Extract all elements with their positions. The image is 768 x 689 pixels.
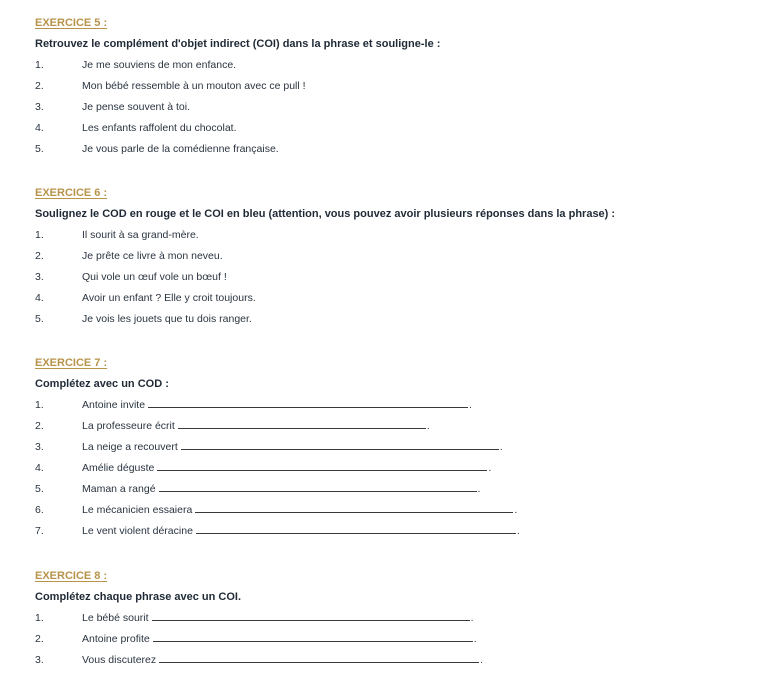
item-text: Le bébé sourit — [82, 612, 149, 624]
item-text: Je prête ce livre à mon neveu. — [82, 250, 223, 262]
exercise-8-list — [35, 608, 755, 671]
item-text: Je pense souvent à toi. — [82, 101, 190, 113]
item-number: 1. — [35, 399, 44, 411]
exercise-6-title: EXERCICE 6 : — [35, 187, 108, 199]
answer-blank[interactable] — [181, 438, 499, 450]
list-item — [35, 76, 755, 97]
item-number: 5. — [35, 483, 44, 495]
answer-blank[interactable] — [148, 396, 468, 408]
list-item — [35, 479, 755, 500]
item-end: . — [426, 420, 430, 432]
item-number: 3. — [35, 441, 44, 453]
item-text: Antoine profite — [82, 633, 150, 645]
item-number: 2. — [35, 250, 44, 262]
item-number: 1. — [35, 612, 44, 624]
exercise-5-instruction: Retrouvez le complément d'objet indirect (COI) dans la phrase et souligne-le : — [35, 38, 441, 50]
list-item — [35, 437, 755, 458]
answer-blank[interactable] — [159, 480, 477, 492]
item-end: . — [477, 483, 481, 495]
exercise-7 — [35, 356, 755, 542]
exercise-8-instruction: Complétez chaque phrase avec un COI. — [35, 591, 242, 603]
list-item — [35, 97, 755, 118]
list-item — [35, 458, 755, 479]
list-item — [35, 246, 755, 267]
item-text: La professeure écrit — [82, 420, 175, 432]
exercise-6-instruction: Soulignez le COD en rouge et le COI en bleu (attention, vous pouvez avoir plusieurs réponses dans la phrase) : — [35, 208, 616, 220]
list-item — [35, 309, 755, 330]
answer-blank[interactable] — [153, 630, 473, 642]
item-text: Mon bébé ressemble à un mouton avec ce pull ! — [82, 80, 306, 92]
answer-blank[interactable] — [178, 417, 426, 429]
item-number: 2. — [35, 633, 44, 645]
list-item — [35, 139, 755, 160]
list-item — [35, 650, 755, 671]
exercise-6-list — [35, 225, 755, 330]
list-item — [35, 225, 755, 246]
item-number: 5. — [35, 143, 44, 155]
item-number: 1. — [35, 59, 44, 71]
exercise-6 — [35, 186, 755, 330]
list-item — [35, 608, 755, 629]
answer-blank[interactable] — [195, 501, 513, 513]
exercise-7-list — [35, 395, 755, 542]
exercise-7-title: EXERCICE 7 : — [35, 357, 108, 369]
list-item — [35, 629, 755, 650]
item-end: . — [488, 462, 492, 474]
item-text: Vous discuterez — [82, 654, 157, 666]
item-number: 3. — [35, 654, 44, 666]
item-number: 4. — [35, 122, 44, 134]
item-number: 4. — [35, 292, 44, 304]
item-text: Le vent violent déracine — [82, 525, 193, 537]
item-text: Je vois les jouets que tu dois ranger. — [82, 313, 252, 325]
item-end: . — [470, 612, 474, 624]
item-end: . — [480, 654, 484, 666]
item-text: Le mécanicien essaiera — [82, 504, 193, 516]
item-text: Antoine invite — [82, 399, 146, 411]
list-item — [35, 118, 755, 139]
item-text: Maman a rangé — [82, 483, 156, 495]
item-number: 1. — [35, 229, 44, 241]
exercise-5 — [35, 16, 755, 160]
item-number: 3. — [35, 101, 44, 113]
item-text: Amélie déguste — [82, 462, 155, 474]
exercise-5-title: EXERCICE 5 : — [35, 17, 108, 29]
item-end: . — [516, 525, 520, 537]
answer-blank[interactable] — [152, 609, 470, 621]
exercise-8 — [35, 569, 755, 671]
list-item — [35, 521, 755, 542]
item-end: . — [514, 504, 518, 516]
list-item — [35, 267, 755, 288]
item-text: Il sourit à sa grand-mère. — [82, 229, 199, 241]
item-number: 4. — [35, 462, 44, 474]
answer-blank[interactable] — [157, 459, 487, 471]
item-text: Qui vole un œuf vole un bœuf ! — [82, 271, 227, 283]
item-text: La neige a recouvert — [82, 441, 178, 453]
item-text: Les enfants raffolent du chocolat. — [82, 122, 237, 134]
exercise-5-list — [35, 55, 755, 160]
item-end: . — [499, 441, 503, 453]
item-text: Je me souviens de mon enfance. — [82, 59, 237, 71]
list-item — [35, 500, 755, 521]
item-text: Je vous parle de la comédienne française. — [82, 143, 279, 155]
list-item — [35, 395, 755, 416]
list-item — [35, 55, 755, 76]
item-number: 6. — [35, 504, 44, 516]
exercise-7-instruction: Complétez avec un COD : — [35, 378, 169, 390]
list-item — [35, 416, 755, 437]
item-end: . — [469, 399, 472, 411]
item-number: 3. — [35, 271, 44, 283]
list-item — [35, 288, 755, 309]
item-number: 2. — [35, 80, 44, 92]
answer-blank[interactable] — [159, 651, 479, 663]
item-text: Avoir un enfant ? Elle y croit toujours. — [82, 292, 256, 304]
item-number: 7. — [35, 525, 44, 537]
exercise-8-title: EXERCICE 8 : — [35, 570, 108, 582]
answer-blank[interactable] — [196, 522, 516, 534]
item-number: 5. — [35, 313, 44, 325]
item-end: . — [473, 633, 477, 645]
item-number: 2. — [35, 420, 44, 432]
